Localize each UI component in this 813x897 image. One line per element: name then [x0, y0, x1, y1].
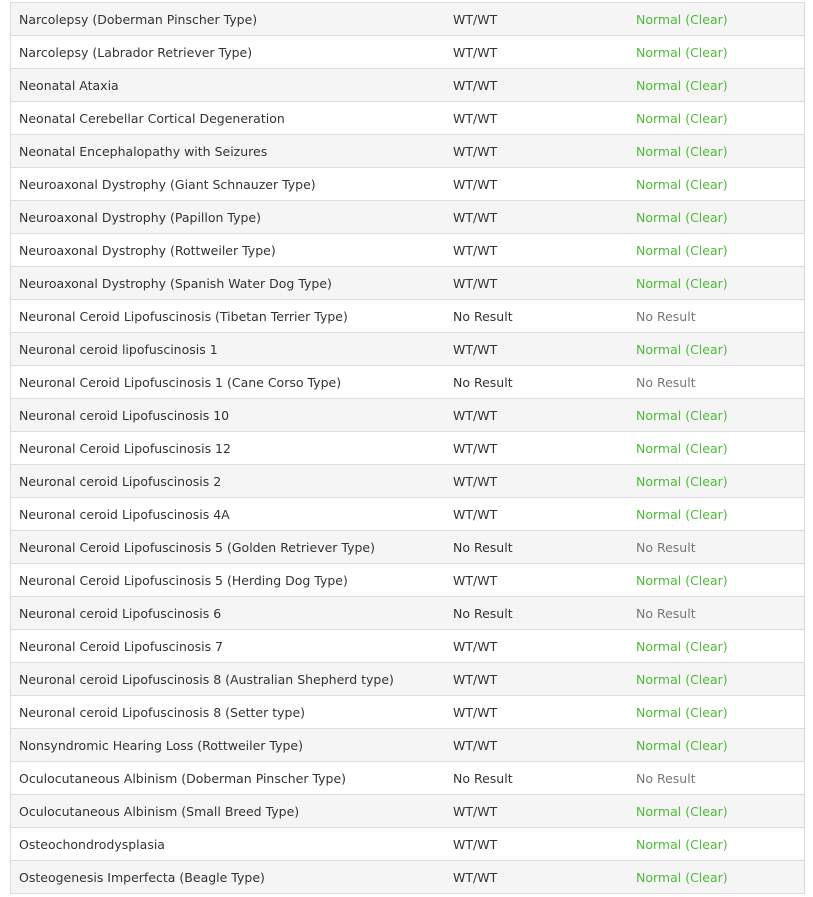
test-name-cell: Neuronal Ceroid Lipofuscinosis (Tibetan Terrier Type) — [11, 300, 446, 333]
table-row — [11, 465, 805, 498]
result-status-cell: Normal (Clear) — [628, 729, 805, 762]
table-row — [11, 234, 805, 267]
genotype-cell: WT/WT — [445, 36, 628, 69]
genotype-cell: WT/WT — [445, 465, 628, 498]
table-row — [11, 432, 805, 465]
result-status-cell: Normal (Clear) — [628, 234, 805, 267]
table-row — [11, 564, 805, 597]
table-row — [11, 69, 805, 102]
genotype-cell: WT/WT — [445, 828, 628, 861]
result-status-cell: Normal (Clear) — [628, 36, 805, 69]
result-status-cell: Normal (Clear) — [628, 795, 805, 828]
table-row — [11, 300, 805, 333]
genotype-cell: WT/WT — [445, 168, 628, 201]
test-name-cell: Neuronal ceroid Lipofuscinosis 4A — [11, 498, 446, 531]
test-name-cell: Neuronal ceroid Lipofuscinosis 8 (Australian Shepherd type) — [11, 663, 446, 696]
test-name-cell: Neuronal ceroid Lipofuscinosis 10 — [11, 399, 446, 432]
result-status-cell: Normal (Clear) — [628, 663, 805, 696]
test-name-cell: Neuronal ceroid Lipofuscinosis 6 — [11, 597, 446, 630]
test-name-cell: Neuronal Ceroid Lipofuscinosis 1 (Cane Corso Type) — [11, 366, 446, 399]
result-status-cell: Normal (Clear) — [628, 102, 805, 135]
test-name-cell: Neonatal Ataxia — [11, 69, 446, 102]
result-status-cell: Normal (Clear) — [628, 168, 805, 201]
result-status-cell: Normal (Clear) — [628, 564, 805, 597]
genotype-cell: No Result — [445, 762, 628, 795]
table-row — [11, 399, 805, 432]
table-row — [11, 795, 805, 828]
test-name-cell: Neuronal ceroid Lipofuscinosis 8 (Setter type) — [11, 696, 446, 729]
result-status-cell: Normal (Clear) — [628, 432, 805, 465]
genotype-cell: WT/WT — [445, 267, 628, 300]
genotype-cell: WT/WT — [445, 135, 628, 168]
genotype-cell: WT/WT — [445, 498, 628, 531]
test-name-cell: Neonatal Cerebellar Cortical Degeneration — [11, 102, 446, 135]
result-status-cell: Normal (Clear) — [628, 696, 805, 729]
test-name-cell: Osteochondrodysplasia — [11, 828, 446, 861]
table-row — [11, 828, 805, 861]
genotype-cell: WT/WT — [445, 234, 628, 267]
results-table-body — [11, 3, 805, 894]
test-name-cell: Osteogenesis Imperfecta (Beagle Type) — [11, 861, 446, 894]
test-name-cell: Neuronal ceroid Lipofuscinosis 2 — [11, 465, 446, 498]
genotype-cell: WT/WT — [445, 102, 628, 135]
genotype-cell: WT/WT — [445, 432, 628, 465]
table-row — [11, 861, 805, 894]
test-name-cell: Neuroaxonal Dystrophy (Papillon Type) — [11, 201, 446, 234]
test-name-cell: Narcolepsy (Labrador Retriever Type) — [11, 36, 446, 69]
genotype-cell: No Result — [445, 597, 628, 630]
result-status-cell: Normal (Clear) — [628, 3, 805, 36]
result-status-cell: Normal (Clear) — [628, 201, 805, 234]
test-name-cell: Neuronal Ceroid Lipofuscinosis 7 — [11, 630, 446, 663]
result-status-cell: No Result — [628, 366, 805, 399]
table-row — [11, 333, 805, 366]
genotype-cell: WT/WT — [445, 3, 628, 36]
result-status-cell: Normal (Clear) — [628, 333, 805, 366]
test-name-cell: Oculocutaneous Albinism (Small Breed Type) — [11, 795, 446, 828]
table-row — [11, 531, 805, 564]
table-row — [11, 267, 805, 300]
test-name-cell: Neuroaxonal Dystrophy (Giant Schnauzer Type) — [11, 168, 446, 201]
genotype-cell: WT/WT — [445, 696, 628, 729]
test-name-cell: Nonsyndromic Hearing Loss (Rottweiler Type) — [11, 729, 446, 762]
test-name-cell: Narcolepsy (Doberman Pinscher Type) — [11, 3, 446, 36]
genetic-results-table — [10, 2, 805, 894]
genotype-cell: WT/WT — [445, 333, 628, 366]
genotype-cell: WT/WT — [445, 861, 628, 894]
result-status-cell: Normal (Clear) — [628, 861, 805, 894]
test-name-cell: Neuronal Ceroid Lipofuscinosis 5 (Golden Retriever Type) — [11, 531, 446, 564]
result-status-cell: No Result — [628, 762, 805, 795]
genotype-cell: WT/WT — [445, 69, 628, 102]
table-row — [11, 498, 805, 531]
result-status-cell: Normal (Clear) — [628, 267, 805, 300]
table-row — [11, 696, 805, 729]
table-row — [11, 36, 805, 69]
result-status-cell: No Result — [628, 597, 805, 630]
genotype-cell: WT/WT — [445, 630, 628, 663]
genotype-cell: WT/WT — [445, 663, 628, 696]
genotype-cell: WT/WT — [445, 564, 628, 597]
result-status-cell: Normal (Clear) — [628, 828, 805, 861]
result-status-cell: No Result — [628, 531, 805, 564]
test-name-cell: Neuronal ceroid lipofuscinosis 1 — [11, 333, 446, 366]
genotype-cell: WT/WT — [445, 795, 628, 828]
table-row — [11, 597, 805, 630]
test-name-cell: Neonatal Encephalopathy with Seizures — [11, 135, 446, 168]
test-name-cell: Neuronal Ceroid Lipofuscinosis 5 (Herding Dog Type) — [11, 564, 446, 597]
table-row — [11, 201, 805, 234]
result-status-cell: Normal (Clear) — [628, 465, 805, 498]
genotype-cell: WT/WT — [445, 399, 628, 432]
result-status-cell: No Result — [628, 300, 805, 333]
test-name-cell: Neuroaxonal Dystrophy (Rottweiler Type) — [11, 234, 446, 267]
result-status-cell: Normal (Clear) — [628, 630, 805, 663]
genotype-cell: WT/WT — [445, 201, 628, 234]
test-name-cell: Neuronal Ceroid Lipofuscinosis 12 — [11, 432, 446, 465]
table-row — [11, 729, 805, 762]
result-status-cell: Normal (Clear) — [628, 69, 805, 102]
table-row — [11, 168, 805, 201]
genotype-cell: No Result — [445, 366, 628, 399]
table-row — [11, 663, 805, 696]
table-row — [11, 135, 805, 168]
test-name-cell: Neuroaxonal Dystrophy (Spanish Water Dog Type) — [11, 267, 446, 300]
table-row — [11, 102, 805, 135]
table-row — [11, 366, 805, 399]
result-status-cell: Normal (Clear) — [628, 498, 805, 531]
table-row — [11, 3, 805, 36]
result-status-cell: Normal (Clear) — [628, 399, 805, 432]
genotype-cell: WT/WT — [445, 729, 628, 762]
genotype-cell: No Result — [445, 531, 628, 564]
table-row — [11, 630, 805, 663]
genotype-cell: No Result — [445, 300, 628, 333]
table-row — [11, 762, 805, 795]
test-name-cell: Oculocutaneous Albinism (Doberman Pinscher Type) — [11, 762, 446, 795]
result-status-cell: Normal (Clear) — [628, 135, 805, 168]
